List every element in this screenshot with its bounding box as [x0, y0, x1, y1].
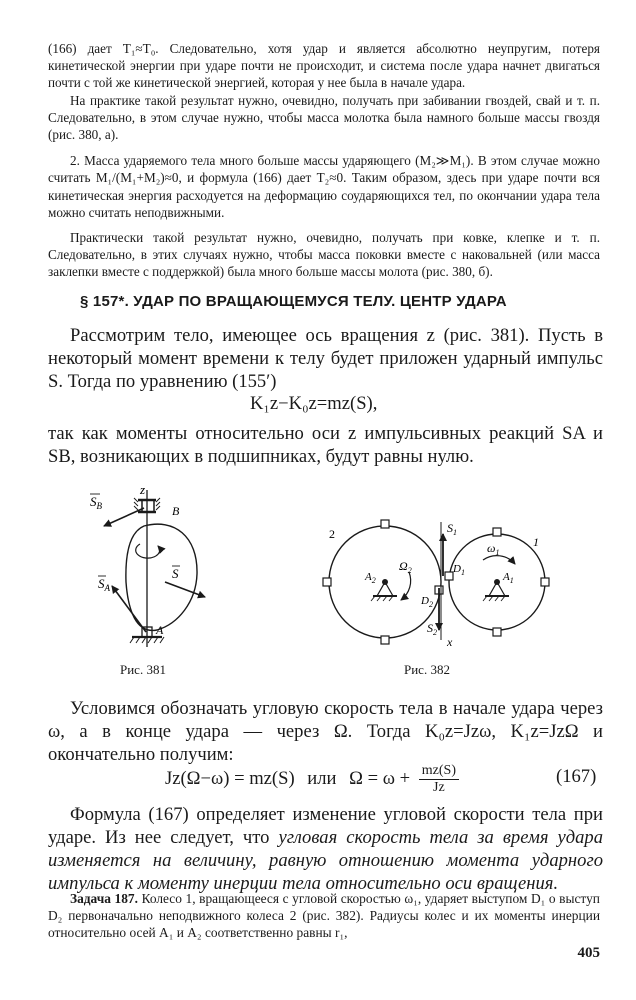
intro-block: [48, 324, 603, 393]
task-block: [48, 890, 600, 942]
svg-text:Ω2: $\Omega_2$: [399, 559, 412, 575]
equation-155: K₁z−K₀z=mz(S),: [250, 393, 378, 414]
paragraph: (166) дает T₁≈T₀. Следовательно, хотя удар и является абсолютно неупругим, потеря кинетической энергии при ударе почти не происходит, и система после удара начнет двигаться почти с той же кинетической энергией, которая у нее была в начале удара.: [48, 41, 600, 91]
svg-text:ω1: $\omega_1$: [487, 541, 500, 557]
svg-text:x: x: [447, 635, 453, 649]
svg-text:A2: $A_2$: [365, 571, 376, 585]
label-B: B: [172, 504, 180, 518]
intro-paragraph: Рассмотрим тело, имеющее ось вращения z (рис. 381). Пусть в некоторый момент времени к телу будет приложен ударный импульс S. Тогда по уравнению (155′): [48, 325, 603, 392]
definition-block: [48, 697, 603, 766]
equation-167: Jz(Ω−ω) = mz(S) или Ω = ω + $\frac{mz(S)}{Jz}$: [165, 763, 459, 796]
omega2-arrow: [401, 572, 411, 600]
arrow-SA: [112, 586, 146, 632]
arrow-S: [165, 582, 205, 597]
paragraph: Практически такой результат нужно, очевидно, получать при ковке, клепке и т. п. Следовательно, в этих случаях нужно, чтобы масса поковки вместе с наковальней (или масса заклепки вместе с поддержкой) была много больше массы молота (рис. 380, б).: [48, 230, 600, 280]
equation-number: (167): [556, 766, 597, 787]
paragraph: На практике такой результат нужно, очевидно, получать при забивании гвоздей, свай и т. п. Следовательно, в этом случае нужно, чтобы масса молотка была намного больше массы гвоздя (рис. 380, а).: [48, 92, 600, 143]
label-2: 2: [329, 527, 335, 541]
svg-text:A1: $A_1$: [503, 571, 514, 585]
z-label: z: [140, 482, 146, 497]
caption-381: Рис. 381: [120, 662, 166, 677]
page-number: 405: [577, 945, 600, 961]
after-equation-block: [48, 422, 603, 468]
caption-382: Рис. 382: [404, 662, 450, 677]
svg-text:S2: $S_2$: [427, 621, 437, 637]
label-SA: $S_A$: [98, 576, 110, 593]
rigid-body-outline: [126, 524, 197, 630]
label-A: A: [156, 623, 164, 637]
section-heading: § 157*. УДАР ПО ВРАЩАЮЩЕМУСЯ ТЕЛУ. ЦЕНТР УДАРА: [80, 293, 507, 310]
label-S: S: [172, 566, 179, 581]
svg-text:S1: $S_1$: [447, 521, 457, 537]
definition-paragraph: Условимся обозначать угловую скорость тела в начале удара через ω, а в конце удара — через Ω. Тогда K₀z=Jzω, K₁z=JzΩ и окончательно получим:: [48, 698, 603, 765]
formula-paragraph: Формула (167) определяет изменение угловой скорости тела при ударе. Из нее следует, что угловая скорость тела за время удара изменяется на величину, равную отношению момента ударного импульса к моменту инерции тела относительно оси вращения.: [48, 804, 603, 894]
task-paragraph: Задача 187. Колесо 1, вращающееся с угловой скоростью ω₁, ударяет выступом D₁ о выступ D₂ первоначально неподвижного колеса 2 (рис. 382). Радиусы колес и их моменты инерции относительно осей A₁ и A₂ соответственно равны r₁,: [48, 891, 600, 941]
rotation-arrow: [136, 544, 160, 558]
label-SB: $S_B$: [90, 494, 102, 511]
svg-text:D2: $D_2$: [421, 595, 433, 609]
arrow-SB: [104, 508, 144, 526]
svg-text:D1: $D_1$: [453, 563, 465, 577]
top-text-block: [48, 40, 600, 281]
after-equation-paragraph: так как моменты относительно оси z импульсивных реакций SA и SB, возникающих в подшипниках, будут равны нулю.: [48, 423, 603, 467]
figure-382: [315, 512, 555, 652]
figure-381: [70, 482, 310, 657]
paragraph: 2. Масса ударяемого тела много больше массы ударяющего (M₂≫M₁). В этом случае можно считать M₁/(M₁+M₂)≈0, и формула (166) дает T₂≈0. Таким образом, здесь при ударе почти вся кинетическая энергия расходуется на деформацию соударяющихся тел, по окончании удара тела можно считать неподвижными.: [48, 153, 600, 220]
label-1: 1: [533, 535, 539, 549]
formula-block: [48, 803, 603, 895]
